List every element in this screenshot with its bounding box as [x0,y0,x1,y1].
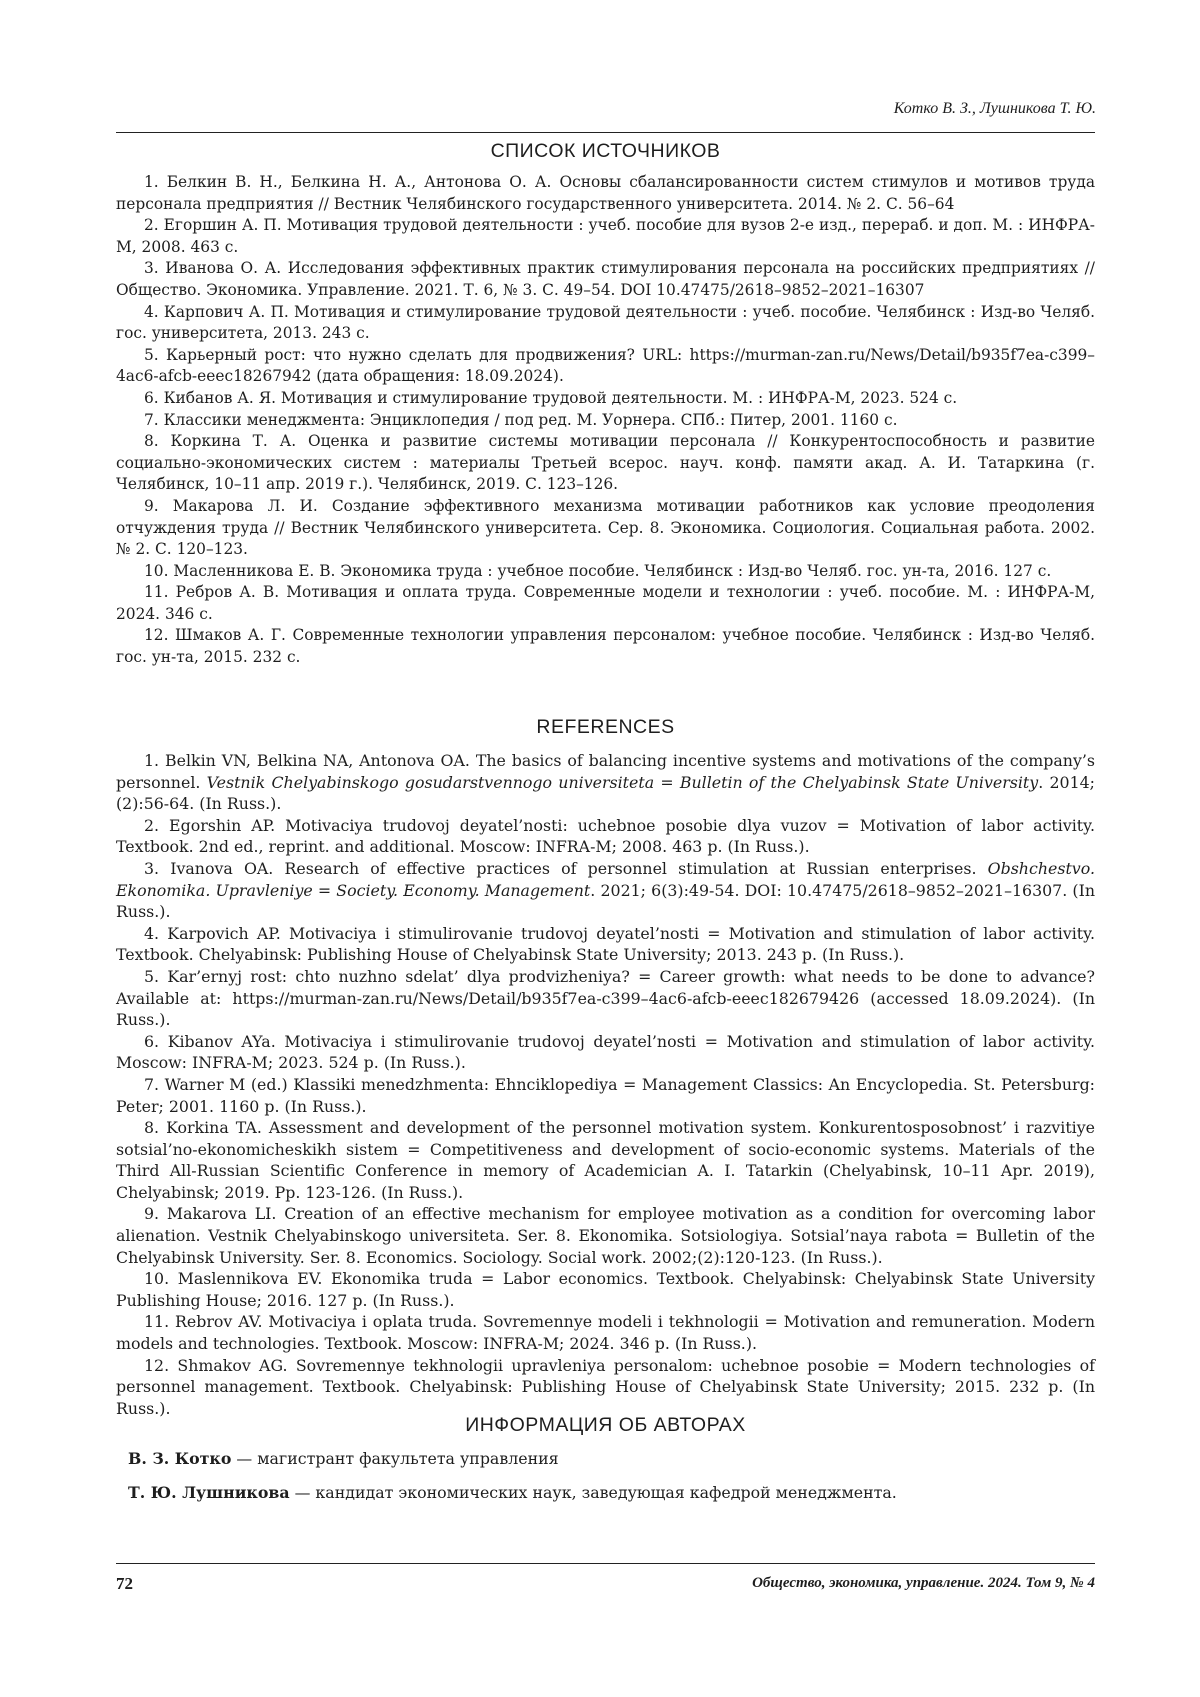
reference-text: 5. Kar’ernyj rost: chto nuzhno sdelat’ dlya prodvizheniya? = Career growth: what needs to be done to advance? Available at: https://murman-zan.ru/News/Detail/b935f7ea-c399–4ac6-afcb-eeec182679426 (accessed 18.09.2024). (In Russ.). [116,966,1095,1030]
reference-item-5 [116,966,1095,1031]
reference-journal: Obshchestvo. Ekonomika. Upravleniye = Society. Economy. Management [116,858,1095,900]
reference-text: 8. Korkina TA. Assessment and development of the personnel motivation system. Konkurentosposobnost’ i razvitiye sotsial’no-ekonomicheskikh sistem = Competitiveness and development of socio-economic systems. Materials of the Third All-Russian Scientific Conference in memory of Academician A. I. Tatarkin (Chelyabinsk, 10–11 Apr. 2019), Chelyabinsk; 2019. Pp. 123-126. (In Russ.). [116,1118,1095,1202]
reference-item-7 [116,1074,1095,1117]
author-description: — кандидат экономических наук, заведующая кафедрой менеджмента. [289,1483,897,1502]
sources-list [116,172,1095,669]
sources-title: СПИСОК ИСТОЧНИКОВ [490,140,721,162]
reference-text: . 2014;(2):56-64. (In Russ.). [116,772,1096,814]
author-description: — магистрант факультета управления [231,1449,559,1468]
journal-name: Общество, экономика, управление. 2024. Том 9, № 4 [752,1575,1095,1591]
reference-text: 1. Belkin VN, Belkina NA, Antonova OA. The basics of balancing incentive systems and motivations of the company’s personnel. [116,751,1095,792]
authors-title: ИНФОРМАЦИЯ ОБ АВТОРАХ [465,1414,746,1436]
reference-text: . 2021; 6(3):49-54. DOI: 10.47475/2618–9852–2021–16307. (In Russ.). [116,880,1095,922]
source-item-7: 7. Классики менеджмента: Энциклопедия / под ред. М. Уорнера. СПб.: Питер, 2001. 1160 с. [144,410,898,429]
reference-item-11 [116,1311,1095,1354]
author-name: Т. Ю. Лушникова [128,1483,290,1502]
running-head: Котко В. З., Лушникова Т. Ю. [893,100,1096,117]
source-item-12: 12. Шмаков А. Г. Современные технологии управления персоналом: учебное пособие. Челябинск : Изд-во Челяб. гос. ун-та, 2015. 232 с. [116,626,1095,667]
reference-journal: Vestnik Chelyabinskogo gosudarstvennogo universiteta = Bulletin of the Chelyabinsk State University [206,772,1039,792]
references-title: REFERENCES [536,716,675,738]
source-item-2: 2. Егоршин А. П. Мотивация трудовой деятельности : учеб. пособие для вузов 2-е изд., перераб. и доп. М. : ИНФРА-М, 2008. 463 с. [116,216,1095,256]
reference-text: 2. Egorshin AP. Motivaciya trudovoj deyatel’nosti: uchebnoe posobie dlya vuzov = Motivation of labor activity. Textbook. 2nd ed., reprint. and additional. Moscow: INFRA-M; 2008. 463 p. (In Russ.). [116,815,1095,857]
reference-item-2 [116,815,1095,858]
reference-item-6 [116,1031,1095,1074]
reference-text: 4. Karpovich AP. Motivaciya i stimulirovanie trudovoj deyatel’nosti = Motivation and stimulation of labor activity. Textbook. Chelyabinsk: Publishing House of Chelyabinsk State University; 2013. 243 p. (In Russ.). [116,923,1095,965]
reference-item-12 [116,1355,1095,1420]
reference-text: 3. Ivanova OA. Research of effective practices of personnel stimulation at Russian enterprises. [144,858,988,878]
author-item-1 [128,1449,1095,1469]
reference-item-8 [116,1117,1095,1203]
reference-item-10 [116,1268,1095,1311]
references-list [116,750,1095,1419]
source-item-4: 4. Карпович А. П. Мотивация и стимулирование трудовой деятельности : учеб. пособие. Челябинск : Изд-во Челяб. гос. университета, 2013. 243 с. [116,302,1095,343]
reference-text: 10. Maslennikova EV. Ekonomika truda = Labor economics. Textbook. Chelyabinsk: Chelyabinsk State University Publishing House; 2016. 127 p. (In Russ.). [116,1269,1095,1310]
author-item-2 [128,1483,1095,1503]
reference-text: 12. Shmakov AG. Sovremennye tekhnologii upravleniya personalom: uchebnoe posobie = Modern technologies of personnel management. Textbook. Chelyabinsk: Publishing House of Chelyabinsk State University; 2015. 232 p. (In Russ.). [116,1355,1095,1418]
reference-item-9 [116,1203,1095,1268]
reference-text: 7. Warner M (ed.) Klassiki menedzhmenta: Ehnciklopediya = Management Classics: An Encyclopedia. St. Petersburg: Peter; 2001. 1160 p. (In Russ.). [116,1074,1095,1116]
source-item-9: 9. Макарова Л. И. Создание эффективного механизма мотивации работников как условие преодоления отчуждения труда // Вестник Челябинского университета. Сер. 8. Экономика. Социология. Социальная работа. 2002. № 2. С. 120–123. [116,496,1095,559]
header-rule [116,132,1095,133]
source-item-3: 3. Иванова О. А. Исследования эффективных практик стимулирования персонала на российских предприятиях // Общество. Экономика. Управление. 2021. Т. 6, № 3. С. 49–54. DOI 10.47475/2618–9852–2021–16307 [116,259,1095,299]
page-number: 72 [116,1574,133,1593]
source-item-5: 5. Карьерный рост: что нужно сделать для продвижения? URL: https://murman-zan.ru/News/Detail/b935f7ea-c399–4ac6-afcb-eeec18267942 (дата обращения: 18.09.2024). [116,345,1095,386]
source-item-1: 1. Белкин В. Н., Белкина Н. А., Антонова О. А. Основы сбалансированности систем стимулов и мотивов труда персонала предприятия // Вестник Челябинского государственного университета. 2014. № 2. С. 56–64 [116,173,1095,213]
source-item-11: 11. Ребров А. В. Мотивация и оплата труда. Современные модели и технологии : учеб. пособие. М. : ИНФРА-М, 2024. 346 с. [116,583,1095,623]
reference-text: 11. Rebrov AV. Motivaciya i oplata truda. Sovremennye modeli i tekhnologii = Motivation and remuneration. Modern models and technologies. Textbook. Moscow: INFRA-M; 2024. 346 p. (In Russ.). [116,1312,1095,1354]
authors-list [128,1449,1095,1517]
source-item-6: 6. Кибанов А. Я. Мотивация и стимулирование трудовой деятельности. М. : ИНФРА-М, 2023. 524 с. [144,388,958,407]
footer-rule [116,1563,1095,1564]
source-item-8: 8. Коркина Т. А. Оценка и развитие системы мотивации персонала // Конкурентоспособность и развитие социально-экономических систем : материалы Третьей всерос. науч. конф. памяти акад. А. И. Татаркина (г. Челябинск, 10–11 апр. 2019 г.). Челябинск, 2019. С. 123–126. [116,432,1095,494]
source-item-10: 10. Масленникова Е. В. Экономика труда : учебное пособие. Челябинск : Изд-во Челяб. гос. ун-та, 2016. 127 с. [144,561,1052,580]
reference-item-1 [116,750,1095,815]
reference-text: 9. Makarova LI. Creation of an effective mechanism for employee motivation as a condition for overcoming labor alienation. Vestnik Chelyabinskogo universiteta. Ser. 8. Ekonomika. Sotsiologiya. Sotsial’naya rabota = Bulletin of the Chelyabinsk University. Ser. 8. Economics. Sociology. Social work. 2002;(2):120-123. (In Russ.). [116,1204,1095,1267]
author-name: В. З. Котко [128,1449,232,1468]
reference-item-3 [116,858,1095,923]
reference-text: 6. Kibanov AYa. Motivaciya i stimulirovanie trudovoj deyatel’nosti = Motivation and stimulation of labor activity. Moscow: INFRA-M; 2023. 524 p. (In Russ.). [116,1031,1095,1073]
reference-item-4 [116,923,1095,966]
